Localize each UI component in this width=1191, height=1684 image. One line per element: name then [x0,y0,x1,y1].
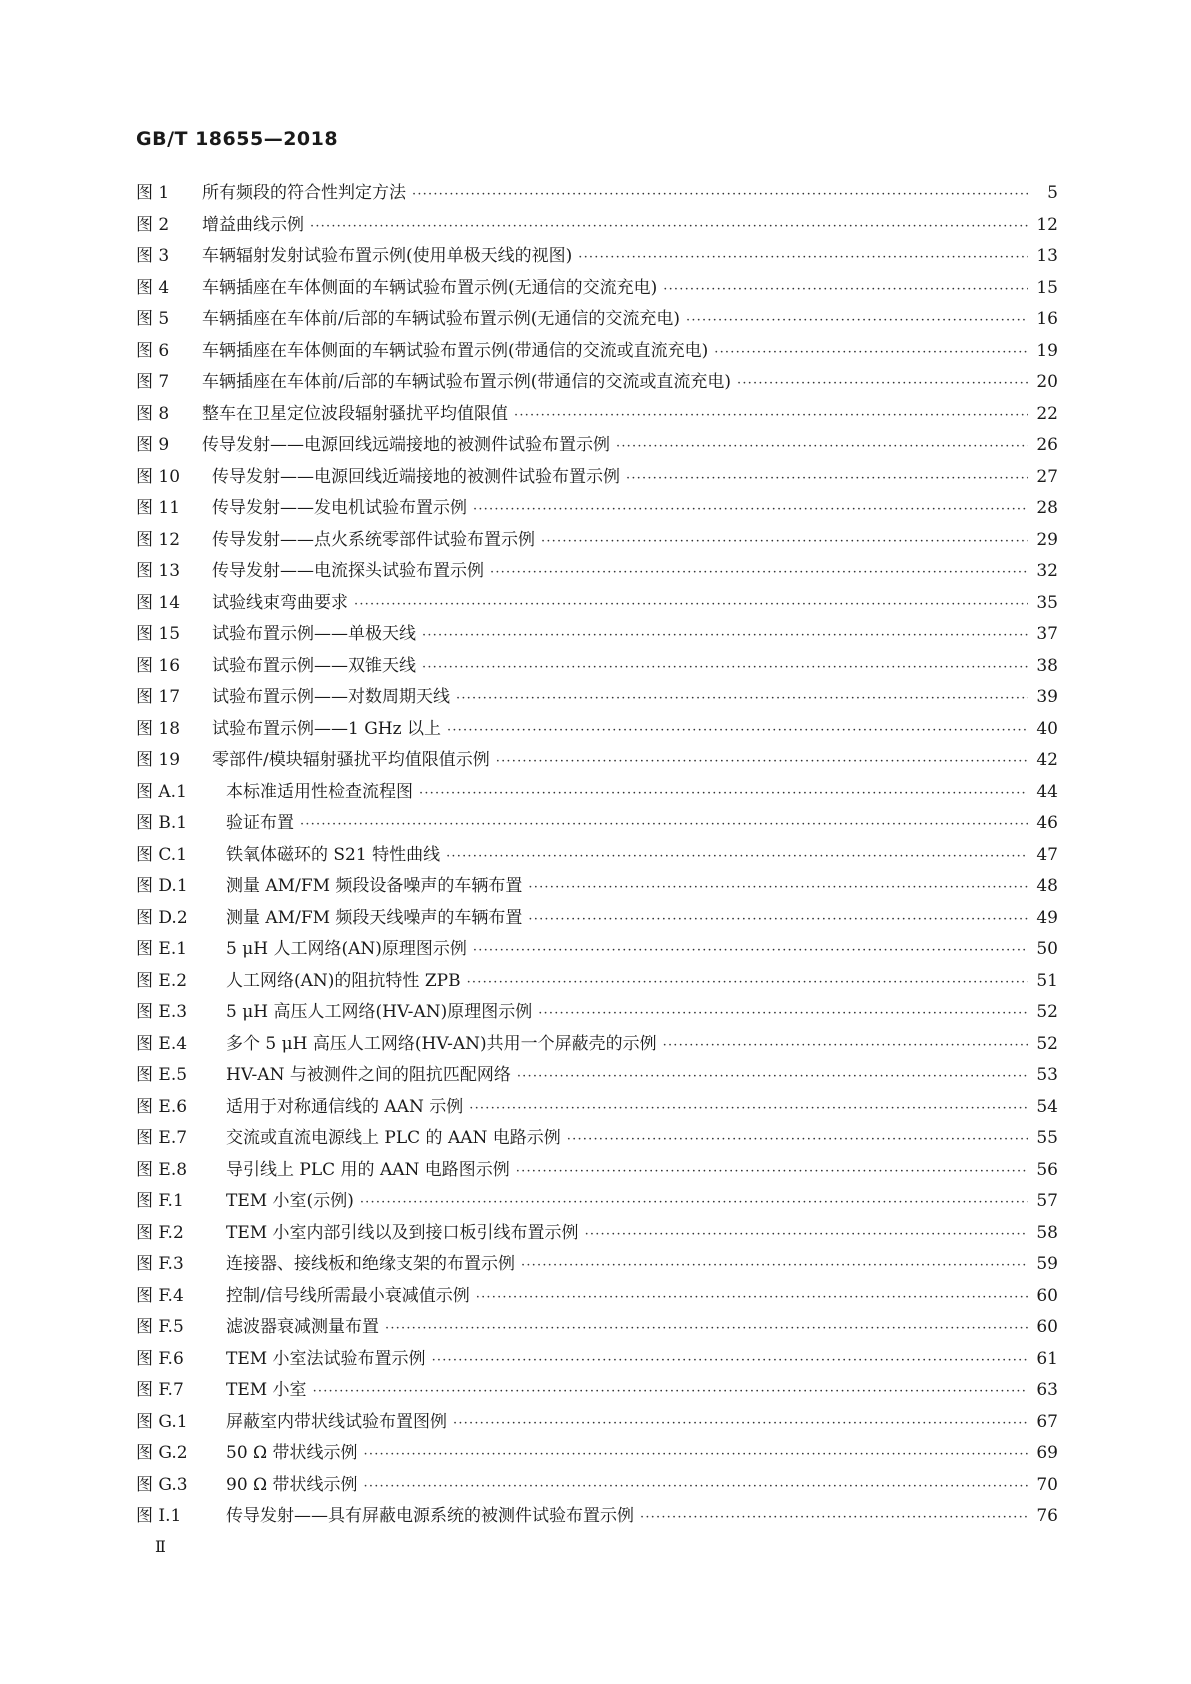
figure-label: 图 A.1 [136,781,187,802]
toc-entry[interactable] [136,399,1058,431]
toc-entry[interactable] [136,714,1058,746]
figure-title: TEM 小室 [226,1380,307,1400]
dot-leader [469,1101,1028,1116]
dot-leader [585,1227,1028,1242]
toc-entry[interactable] [136,1092,1058,1124]
page-ref: 55 [1036,1128,1058,1148]
figure-label: 图 15 [136,624,181,644]
figure-title: 所有频段的符合性判定方法 [202,183,406,203]
page-ref: 63 [1036,1380,1058,1400]
figure-title: TEM 小室法试验布置示例 [226,1348,426,1369]
figure-title: 交流或直流电源线上 PLC 的 AAN 电路示例 [226,1128,561,1148]
toc-entry[interactable] [136,1281,1058,1313]
page-ref: 70 [1036,1474,1058,1495]
toc-entry[interactable] [136,777,1058,809]
page-ref: 22 [1036,403,1058,424]
toc-entry[interactable] [136,336,1058,368]
toc-entry[interactable] [136,903,1058,935]
toc-entry[interactable] [136,273,1058,305]
figure-label: 图 D.2 [136,907,188,928]
page-ref: 37 [1036,624,1058,644]
page-number: Ⅱ [155,1537,166,1556]
page-ref: 69 [1036,1443,1058,1463]
figure-title: 试验布置示例——单极天线 [212,624,416,644]
figure-label: 图 E.1 [136,939,188,959]
toc-entry[interactable] [136,966,1058,998]
page-ref: 53 [1036,1065,1058,1085]
dot-leader [578,250,1028,265]
toc-entry[interactable] [136,619,1058,651]
figure-title: 适用于对称通信线的 AAN 示例 [226,1096,464,1117]
figure-title: 传导发射——具有屏蔽电源系统的被测件试验布置示例 [226,1506,634,1526]
figure-label: 图 E.8 [136,1159,188,1180]
standard-code: GB/T 18655—2018 [136,128,339,150]
figure-label: 图 12 [136,529,181,550]
page-ref: 48 [1036,876,1058,896]
figure-title: 试验布置示例——1 GHz 以上 [212,718,441,739]
page-ref: 32 [1036,561,1058,581]
figure-title: 屏蔽室内带状线试验布置图例 [226,1411,447,1432]
figure-title: 零部件/模块辐射骚扰平均值限值示例 [212,750,490,770]
toc-entry[interactable] [136,241,1058,273]
dot-leader [663,1038,1028,1053]
page-ref: 60 [1036,1317,1058,1337]
page-ref: 76 [1036,1506,1058,1526]
toc-entry[interactable] [136,304,1058,336]
page-ref: 60 [1036,1285,1058,1306]
figure-title: 车辆插座在车体侧面的车辆试验布置示例(带通信的交流或直流充电) [202,340,709,361]
toc-entry[interactable] [136,588,1058,620]
figure-label: 图 14 [136,592,181,613]
dot-leader [541,534,1028,549]
page-ref: 13 [1036,246,1058,266]
figure-label: 图 18 [136,718,181,739]
toc-entry[interactable] [136,934,1058,966]
figure-title: 50 Ω 带状线示例 [226,1443,358,1463]
figure-label: 图 7 [136,372,170,392]
dot-leader [514,408,1028,423]
toc-entry[interactable] [136,1060,1058,1092]
figure-label: 图 4 [136,277,170,298]
figure-label: 图 3 [136,246,170,266]
toc-entry[interactable] [136,178,1058,210]
dot-leader [422,660,1028,675]
toc-entry[interactable] [136,1375,1058,1407]
figure-title: 控制/信号线所需最小衰减值示例 [226,1285,470,1306]
toc-entry[interactable] [136,1218,1058,1250]
figure-label: 图 11 [136,498,181,518]
toc-entry[interactable] [136,1344,1058,1376]
figure-label: 图 F.2 [136,1222,184,1243]
dot-leader [640,1510,1028,1525]
page-ref: 52 [1036,1033,1058,1054]
dot-leader [663,282,1028,297]
figure-title: 连接器、接线板和绝缘支架的布置示例 [226,1254,515,1274]
figure-label: 图 6 [136,340,170,361]
dot-leader [364,1447,1028,1462]
toc-entry[interactable] [136,840,1058,872]
figure-label: 图 E.6 [136,1096,188,1117]
figure-label: 图 F.5 [136,1317,184,1337]
toc-entry[interactable] [136,462,1058,494]
dot-leader [419,786,1028,801]
dot-leader [737,376,1028,391]
page-ref: 44 [1036,781,1058,802]
dot-leader [616,439,1028,454]
page-ref: 28 [1036,498,1058,518]
figure-title: 90 Ω 带状线示例 [226,1474,358,1495]
dot-leader [528,912,1028,927]
figure-label: 图 5 [136,309,170,329]
dot-leader [447,723,1028,738]
figure-label: 图 10 [136,466,181,487]
toc-entry[interactable] [136,493,1058,525]
page-ref: 12 [1036,214,1058,235]
figure-title: TEM 小室(示例) [226,1191,354,1211]
toc-entry[interactable] [136,1186,1058,1218]
page-ref: 61 [1036,1348,1058,1369]
page-ref: 38 [1036,655,1058,676]
page-ref: 15 [1036,277,1058,298]
figure-label: 图 G.1 [136,1411,188,1432]
toc-entry[interactable] [136,1123,1058,1155]
figure-label: 图 C.1 [136,844,188,865]
figure-title: 试验布置示例——双锥天线 [212,655,416,676]
toc-entry[interactable] [136,556,1058,588]
toc-entry[interactable] [136,525,1058,557]
figure-label: 图 E.7 [136,1128,188,1148]
figure-label: 图 B.1 [136,813,188,833]
toc-entry[interactable] [136,871,1058,903]
figure-title: 车辆辐射发射试验布置示例(使用单极天线的视图) [202,246,573,266]
dot-leader [360,1195,1028,1210]
figure-title: 传导发射——电源回线近端接地的被测件试验布置示例 [212,466,620,487]
toc-entry[interactable] [136,1470,1058,1502]
figure-title: 传导发射——发电机试验布置示例 [212,498,467,518]
page-ref: 5 [1047,183,1058,203]
figure-title: 试验线束弯曲要求 [212,592,348,613]
figure-label: 图 F.7 [136,1380,184,1400]
figure-title: 导引线上 PLC 用的 AAN 电路图示例 [226,1159,510,1180]
toc-entry[interactable] [136,1312,1058,1344]
dot-leader [354,597,1028,612]
toc-entry[interactable] [136,1438,1058,1470]
dot-leader [714,345,1028,360]
figure-label: 图 F.1 [136,1191,184,1211]
dot-leader [686,313,1028,328]
dot-leader [313,1384,1028,1399]
page-ref: 40 [1036,718,1058,739]
figure-label: 图 E.2 [136,970,188,991]
figure-title: 传导发射——电源回线远端接地的被测件试验布置示例 [202,435,610,455]
page-ref: 35 [1036,592,1058,613]
dot-leader [453,1416,1028,1431]
figure-title: 车辆插座在车体侧面的车辆试验布置示例(无通信的交流充电) [202,277,658,298]
toc-entry[interactable] [136,745,1058,777]
dot-leader [496,754,1028,769]
toc-entry[interactable] [136,210,1058,242]
dot-leader [538,1006,1028,1021]
figure-title: 验证布置 [226,813,294,833]
dot-leader [517,1069,1028,1084]
dot-leader [412,187,1028,202]
figure-title: 车辆插座在车体前/后部的车辆试验布置示例(无通信的交流充电) [202,309,680,329]
figure-title: 本标准适用性检查流程图 [226,781,413,802]
figure-label: 图 13 [136,561,181,581]
figure-title: 传导发射——点火系统零部件试验布置示例 [212,529,535,550]
figure-title: 人工网络(AN)的阻抗特性 ZPB [226,970,461,991]
dot-leader [473,943,1028,958]
figure-title: 测量 AM/FM 频段设备噪声的车辆布置 [226,876,523,896]
figure-label: 图 I.1 [136,1506,182,1526]
page-ref: 51 [1036,970,1058,991]
dot-leader [432,1353,1028,1368]
toc-entry[interactable] [136,808,1058,840]
dot-leader [490,565,1028,580]
dot-leader [300,817,1028,832]
dot-leader [310,219,1028,234]
toc-entry[interactable] [136,651,1058,683]
dot-leader [521,1258,1028,1273]
figure-title: 传导发射——电流探头试验布置示例 [212,561,484,581]
figure-title: 5 μH 人工网络(AN)原理图示例 [226,939,467,959]
page-ref: 20 [1036,372,1058,392]
figure-label: 图 F.6 [136,1348,184,1369]
page-ref: 49 [1036,907,1058,928]
page-ref: 58 [1036,1222,1058,1243]
figure-label: 图 E.4 [136,1033,188,1054]
page-ref: 27 [1036,466,1058,487]
figure-label: 图 G.3 [136,1474,188,1495]
figure-label: 图 19 [136,750,181,770]
dot-leader [626,471,1028,486]
figure-title: 试验布置示例——对数周期天线 [212,687,450,707]
page-ref: 54 [1036,1096,1058,1117]
figure-label: 图 E.3 [136,1002,188,1022]
figure-title: 铁氧体磁环的 S21 特性曲线 [226,844,441,865]
toc-entry[interactable] [136,1249,1058,1281]
page-ref: 52 [1036,1002,1058,1022]
figure-title: 整车在卫星定位波段辐射骚扰平均值限值 [202,403,508,424]
dot-leader [446,849,1028,864]
toc-entry[interactable] [136,367,1058,399]
page-ref: 26 [1036,435,1058,455]
page-ref: 50 [1036,939,1058,959]
figure-title: 测量 AM/FM 频段天线噪声的车辆布置 [226,907,523,928]
dot-leader [473,502,1028,517]
figure-label: 图 F.3 [136,1254,184,1274]
toc-entry[interactable] [136,1501,1058,1533]
page-ref: 67 [1036,1411,1058,1432]
figure-label: 图 9 [136,435,170,455]
page-ref: 39 [1036,687,1058,707]
toc-entry[interactable] [136,1029,1058,1061]
dot-leader [567,1132,1028,1147]
dot-leader [476,1290,1028,1305]
list-of-figures [136,178,1058,1533]
figure-label: 图 8 [136,403,170,424]
page-ref: 46 [1036,813,1058,833]
figure-title: 增益曲线示例 [202,214,304,235]
figure-label: 图 E.5 [136,1065,188,1085]
figure-label: 图 G.2 [136,1443,188,1463]
page-ref: 57 [1036,1191,1058,1211]
page-ref: 29 [1036,529,1058,550]
toc-entry[interactable] [136,997,1058,1029]
figure-label: 图 2 [136,214,170,235]
dot-leader [467,975,1028,990]
page-ref: 19 [1036,340,1058,361]
figure-label: 图 17 [136,687,181,707]
dot-leader [422,628,1028,643]
figure-title: 车辆插座在车体前/后部的车辆试验布置示例(带通信的交流或直流充电) [202,372,731,392]
figure-title: TEM 小室内部引线以及到接口板引线布置示例 [226,1222,579,1243]
toc-entry[interactable] [136,1407,1058,1439]
page-ref: 56 [1036,1159,1058,1180]
dot-leader [364,1479,1028,1494]
figure-label: 图 D.1 [136,876,188,896]
figure-title: 滤波器衰减测量布置 [226,1317,379,1337]
page-ref: 42 [1036,750,1058,770]
dot-leader [516,1164,1028,1179]
toc-entry[interactable] [136,1155,1058,1187]
page-ref: 16 [1036,309,1058,329]
page-ref: 47 [1036,844,1058,865]
dot-leader [528,880,1028,895]
figure-label: 图 1 [136,183,170,203]
figure-title: HV-AN 与被测件之间的阻抗匹配网络 [226,1065,511,1085]
dot-leader [456,691,1028,706]
figure-title: 5 μH 高压人工网络(HV-AN)原理图示例 [226,1002,533,1022]
toc-entry[interactable] [136,430,1058,462]
page-ref: 59 [1036,1254,1058,1274]
figure-label: 图 F.4 [136,1285,184,1306]
dot-leader [385,1321,1028,1336]
toc-entry[interactable] [136,682,1058,714]
figure-title: 多个 5 μH 高压人工网络(HV-AN)共用一个屏蔽壳的示例 [226,1033,657,1054]
figure-label: 图 16 [136,655,181,676]
